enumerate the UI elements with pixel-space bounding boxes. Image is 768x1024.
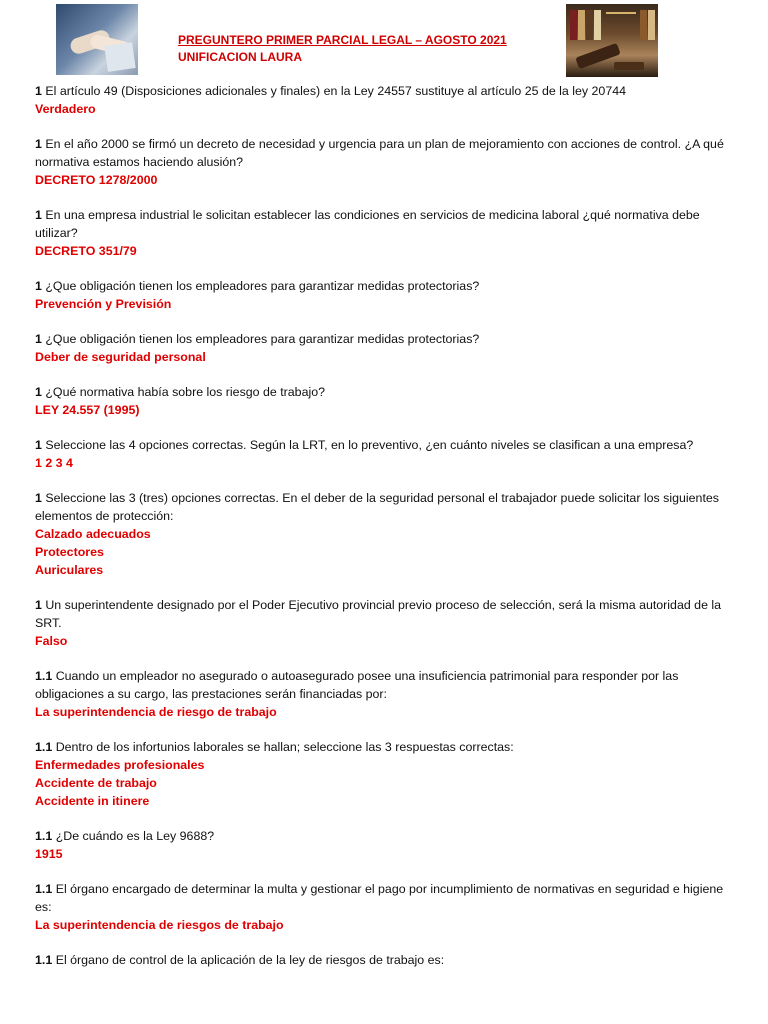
question-block (35, 596, 725, 650)
question-body: ¿De cuándo es la Ley 9688? (55, 829, 215, 843)
book-spine (570, 10, 577, 40)
question-text (35, 880, 725, 916)
question-number: 1 (35, 84, 42, 98)
title-line-2: UNIFICACION LAURA (178, 50, 302, 64)
question-body: En el año 2000 se firmó un decreto de necesidad y urgencia para un plan de mejoramiento con acciones de control. ¿A qué normativa estamos haciendo alusión? (35, 137, 724, 169)
question-body: El artículo 49 (Disposiciones adicionales y finales) en la Ley 24557 sustituye al artículo 25 de la ley 20744 (45, 84, 626, 98)
question-number: 1 (35, 385, 42, 399)
answer-text: Verdadero (35, 102, 96, 116)
answer-text: Auriculares (35, 563, 104, 577)
question-number: 1.1 (35, 740, 53, 754)
scale-shape (606, 12, 636, 14)
question-number: 1 (35, 137, 42, 151)
answer-text: Enfermedades profesionales (35, 758, 205, 772)
question-block (35, 880, 725, 934)
question-body: ¿Que obligación tienen los empleadores para garantizar medidas protectorias? (45, 279, 480, 293)
answer-text: La superintendencia de riesgo de trabajo (35, 705, 277, 719)
question-text (35, 436, 725, 454)
question-body: Seleccione las 4 opciones correctas. Según la LRT, en lo preventivo, ¿en cuánto niveles se clasifican a una empresa? (45, 438, 694, 452)
question-list (35, 82, 725, 986)
question-block (35, 135, 725, 189)
question-body: Seleccione las 3 (tres) opciones correctas. En el deber de la seguridad personal el trabajador puede solicitar los siguientes elementos de protección: (35, 491, 719, 523)
book-spine (640, 10, 647, 40)
question-text (35, 135, 725, 171)
question-number: 1 (35, 598, 42, 612)
question-text (35, 827, 725, 845)
question-block (35, 827, 725, 863)
question-number: 1.1 (35, 669, 53, 683)
question-block (35, 436, 725, 472)
book-spine (586, 10, 593, 40)
question-body: ¿Qué normativa había sobre los riesgo de trabajo? (45, 385, 325, 399)
answer-text: La superintendencia de riesgos de trabajo (35, 918, 284, 932)
question-body: ¿Que obligación tienen los empleadores para garantizar medidas protectorias? (45, 332, 480, 346)
question-number: 1.1 (35, 829, 53, 843)
question-number: 1.1 (35, 953, 53, 967)
question-text (35, 951, 725, 969)
question-number: 1 (35, 208, 42, 222)
title-line-1: PREGUNTERO PRIMER PARCIAL LEGAL – AGOSTO 2021 (178, 33, 507, 47)
question-body: El órgano encargado de determinar la multa y gestionar el pago por incumplimiento de normativas en seguridad e higiene es: (35, 882, 724, 914)
question-body: El órgano de control de la aplicación de la ley de riesgos de trabajo es: (55, 953, 445, 967)
answer-text: Falso (35, 634, 68, 648)
question-block (35, 489, 725, 579)
question-body: Un superintendente designado por el Poder Ejecutivo provincial previo proceso de selección, será la misma autoridad de la SRT. (35, 598, 722, 630)
answer-text: Protectores (35, 545, 104, 559)
answer-text: 1 2 3 4 (35, 456, 73, 470)
question-text (35, 277, 725, 295)
question-text (35, 667, 725, 703)
question-text (35, 330, 725, 348)
question-block (35, 951, 725, 969)
question-block (35, 738, 725, 810)
answer-text: Deber de seguridad personal (35, 350, 206, 364)
answer-text: Accidente de trabajo (35, 776, 157, 790)
question-number: 1.1 (35, 882, 53, 896)
question-block (35, 277, 725, 313)
book-spine (648, 10, 655, 40)
handshake-image (56, 4, 138, 75)
question-number: 1 (35, 438, 42, 452)
question-text (35, 206, 725, 242)
question-text (35, 82, 725, 100)
answer-text: Prevención y Previsión (35, 297, 172, 311)
question-block (35, 383, 725, 419)
question-body: Dentro de los infortunios laborales se hallan; seleccione las 3 respuestas correctas: (55, 740, 514, 754)
question-block (35, 82, 725, 118)
question-text (35, 489, 725, 525)
question-number: 1 (35, 491, 42, 505)
law-books-gavel-image (566, 4, 658, 77)
book-spine (578, 10, 585, 40)
document-title (178, 32, 507, 66)
question-body: En una empresa industrial le solicitan establecer las condiciones en servicios de medicina laboral ¿qué normativa debe utilizar? (35, 208, 700, 240)
question-block (35, 330, 725, 366)
gavel-base-shape (614, 62, 644, 70)
question-text (35, 383, 725, 401)
answer-text: DECRETO 351/79 (35, 244, 137, 258)
question-number: 1 (35, 279, 42, 293)
answer-text: 1915 (35, 847, 63, 861)
question-body: Cuando un empleador no asegurado o autoasegurado posee una insuficiencia patrimonial para responder por las obligaciones a su cargo, las prestaciones serán financiadas por: (35, 669, 679, 701)
answer-text: LEY 24.557 (1995) (35, 403, 140, 417)
answer-text: DECRETO 1278/2000 (35, 173, 158, 187)
question-text (35, 596, 725, 632)
question-number: 1 (35, 332, 42, 346)
paper-shape (104, 42, 135, 72)
book-spine (594, 10, 601, 40)
answer-text: Accidente in itinere (35, 794, 150, 808)
answer-text: Calzado adecuados (35, 527, 151, 541)
question-block (35, 206, 725, 260)
question-block (35, 667, 725, 721)
question-text (35, 738, 725, 756)
